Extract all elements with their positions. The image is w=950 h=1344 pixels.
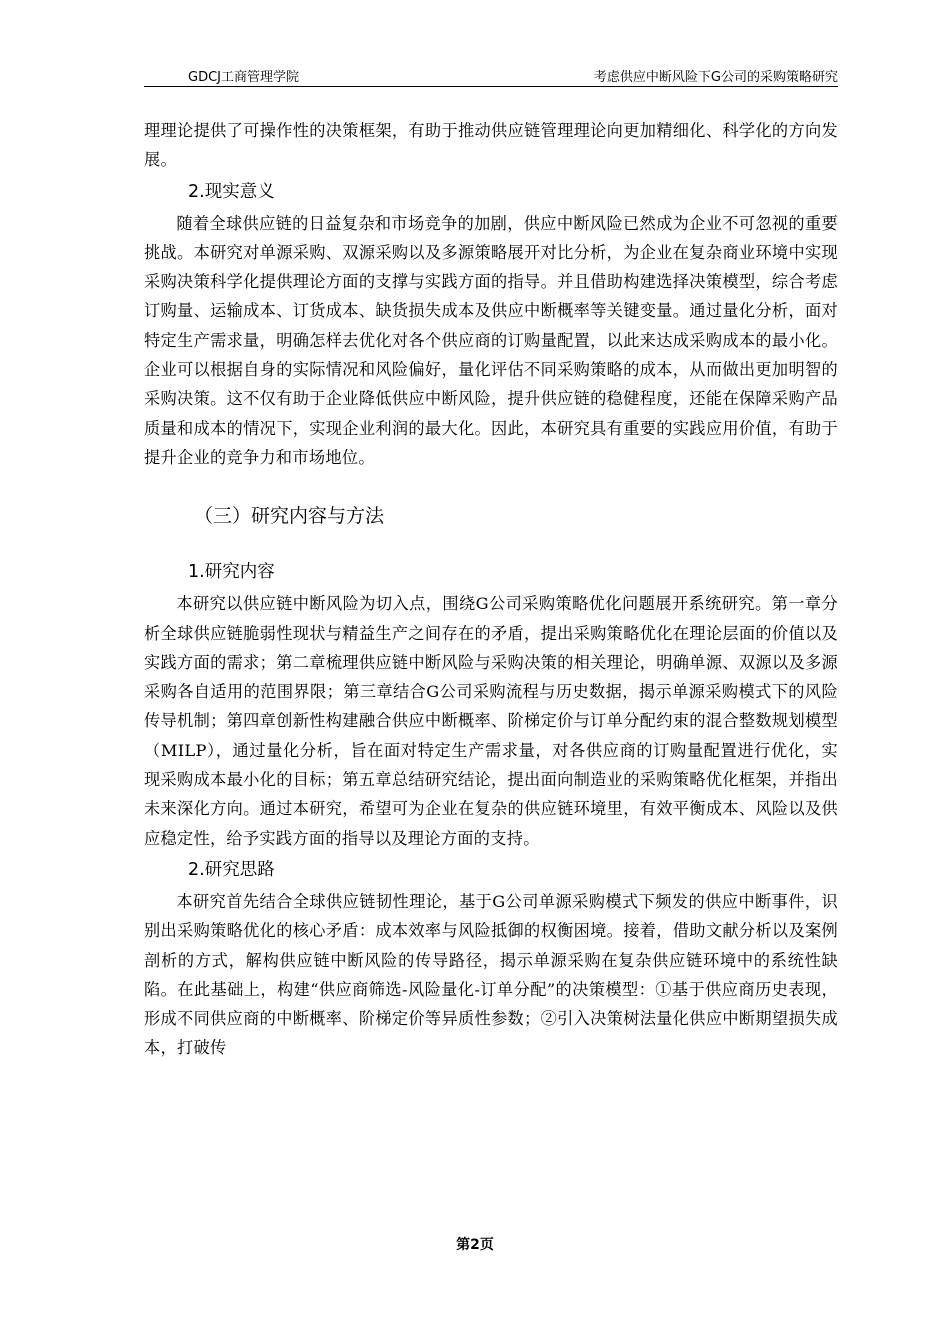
practical-significance-paragraph [144,209,838,473]
heading-chapter-3: （三）研究内容与方法 [194,505,385,528]
heading-research-thinking: 2.研究思路 [188,859,275,880]
heading-research-content: 1.研究内容 [188,562,275,583]
research-thinking-text: 本研究首先结合全球供应链韧性理论，基于G公司单源采购模式下频发的供应中断事件，识别出采购策略优化的核心矛盾：成本效率与风险抵御的权衡困境。接着，借助文献分析以及案例剖析的方式，解构供应链中断风险的传导路径，揭示单源采购在复杂供应链环境中的系统性缺陷。在此基础上，构建“供应商筛选-风险量化-订单分配”的决策模型：①基于供应商历史表现，形成不同供应商的中断概率、阶梯定价等异质性参数；②引入决策树法量化供应中断期望损失成本，打破传 [144,891,838,1058]
intro-paragraph [144,116,838,175]
page-body [144,116,838,1063]
intro-text: 理理论提供了可操作性的决策框架，有助于推动供应链管理理论向更加精细化、科学化的方向发展。 [144,121,838,170]
header-thesis-title: 考虑供应中断风险下G公司的采购策略研究 [593,70,838,85]
practical-significance-text: 随着全球供应链的日益复杂和市场竞争的加剧，供应中断风险已然成为企业不可忽视的重要挑战。本研究对单源采购、双源采购以及多源策略展开对比分析，为企业在复杂商业环境中实现采购决策科学化提供理论方面的支撑与实践方面的指导。并且借助构建选择决策模型，综合考虑订购量、运输成本、订货成本、缺货损失成本及供应中断概率等关键变量。通过量化分析，面对特定生产需求量，明确怎样去优化对各个供应商的订购量配置，以此来达成采购成本的最小化。企业可以根据自身的实际情况和风险偏好，量化评估不同采购策略的成本，从而做出更加明智的采购决策。这不仅有助于企业降低供应中断风险，提升供应链的稳健程度，还能在保障采购产品质量和成本的情况下，实现企业利润的最大化。因此，本研究具有重要的实践应用价值，有助于提升企业的竞争力和市场地位。 [144,213,838,467]
research-content-paragraph [144,589,838,853]
research-content-text: 本研究以供应链中断风险为切入点，围绕G公司采购策略优化问题展开系统研究。第一章分析全球供应链脆弱性现状与精益生产之间存在的矛盾，提出采购策略优化在理论层面的价值以及实践方面的需求；第二章梳理供应链中断风险与采购决策的相关理论，明确单源、双源以及多源采购各自适用的范围界限；第三章结合G公司采购流程与历史数据，揭示单源采购模式下的风险传导机制；第四章创新性构建融合供应中断概率、阶梯定价与订单分配约束的混合整数规划模型（MILP），通过量化分析，旨在面对特定生产需求量，对各供应商的订购量配置进行优化，实现采购成本最小化的目标；第五章总结研究结论，提出面向制造业的采购策略优化框架，并指出未来深化方向。通过本研究，希望可为企业在复杂的供应链环境里，有效平衡成本、风险以及供应稳定性，给予实践方面的指导以及理论方面的支持。 [144,594,838,848]
header-school: GDCJ工商管理学院 [188,70,299,85]
page-header [144,64,838,87]
page-number: 第2页 [456,1237,494,1253]
heading-practical-significance: 2.现实意义 [188,181,275,202]
research-thinking-paragraph [144,887,838,1063]
